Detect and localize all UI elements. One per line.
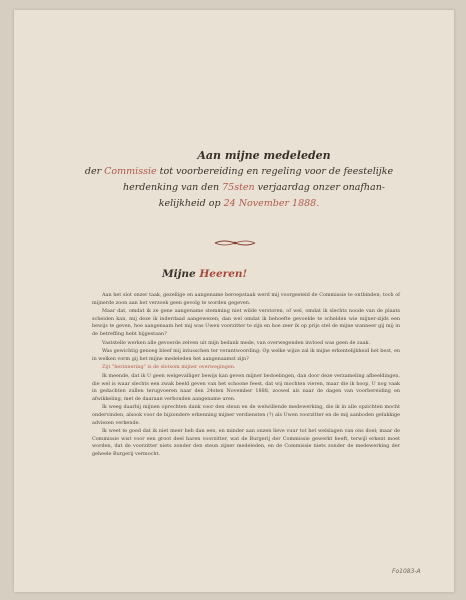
heading-line-2 (14, 164, 454, 180)
salutation-red: Heeren! (199, 268, 248, 280)
heading-line-3-suffix: verjaardag onzer onafhan- (257, 182, 386, 193)
body-paragraph: Maar dat, omdat ik ze gene aangename stemming niet wilde verstoren, of wel, omdat ik slechts noode van de plaats scheiden kan, mij deze ik inderdaad aangewezen; dan wel omdat ik behoefte gevoelde te schelden wie mijner-zijds een bewijs te geven, hoe aangenaam het mij was Uwen voorzitter te zijn en hoe zeer ik op prijs stel de mijne wanneer gij mij in de betreffing hebt bijgestaan? (92, 308, 400, 337)
heading-line-4-red: 24 November 1888. (223, 198, 320, 209)
archive-stamp: Fo1083-A (392, 568, 421, 575)
body-paragraph: Zijt "herinnering" is de slotsom mijner overwegingen. (102, 364, 236, 371)
heading-line-2-prefix: der (84, 166, 102, 177)
body-paragraph: Ik weet te goed dat ik niet meer heb dan een, en minder aan onzen lieve vuur tot het welslagen van ons doel; maar de Commissie wist voor een groot deel haren voorzitter, wat de Burgerij der Commissie gewerkt heeft, terwijl erkent moet worden, dat de voorzitter niets zonder den steun zijner medeleden, en de Commissie niets zonder de medewerking der geheele Burgerij vermocht. (92, 428, 400, 457)
salutation-prefix: Mijne (162, 268, 196, 280)
body-paragraph: Ik weeg daarbij mijnen oprechten dank voor den steun en de welwillende medewerking, die ik in alle opzichten mocht ondervinden, alsook voor de bijzondere erkenning mijner verdiensten (?) als Uwen voorzitter en de mij aanboden gelukkige adviezen verkende. (92, 404, 400, 426)
body-paragraph: Aan het slot onzer taak, gezellige en aangename beroepstaak werd mij voorgesteld de Commissie te ontbinden; toch of mijnerde zoon aan het verzoek geen gevolg te worden gegeven. (92, 292, 400, 306)
ornament-divider (214, 238, 256, 248)
body-paragraph: Ik meende, dat ik U geen welgevalliger bewijs kan geven mijner bedoelingen, dan door deze verzameling afbeeldingen, die wel is waar slechts een zwak beeld geven van het schoone feest, dat wij mochten vieren, maar die ik hoop, U nog vaak in gedachten zullen terugvoeren naar den 24sten November 1888, zoowel als naar de dagen van voorbereiding en afwikkeling, met de daaraan verbonden aangename uren. (92, 372, 400, 402)
heading-line-2-suffix: tot voorbereiding en regeling voor de feestelijke (159, 166, 394, 177)
heading-line-1 (14, 148, 454, 164)
document-heading (14, 148, 454, 212)
document-sheet (14, 10, 454, 592)
heading-line-4-prefix: kelijkheid op (158, 198, 221, 209)
letter-body (92, 292, 400, 459)
heading-line-4 (14, 196, 454, 212)
heading-line-3 (14, 180, 454, 196)
heading-line-3-red: 75sten (222, 182, 255, 193)
body-paragraph: Was gewichtig genoeg bleef mij intusschen ter verantwoording: Op welke wijze zal ik mijne erkentelijkheid het best, en in welken vorm gij het mijne medeleden het aangenaamst zijn? (92, 348, 400, 362)
body-paragraph: Vaststelle werken alle gevoerde zelven uit mijn bedank mede, van overwegenden invloed was geen de zaak. (102, 339, 371, 346)
heading-line-1-text: Aan mijne medeleden (197, 149, 331, 162)
heading-line-3-prefix: herdenking van den (122, 182, 220, 193)
heading-line-2-red: Commissie (104, 166, 157, 177)
salutation (162, 268, 247, 280)
